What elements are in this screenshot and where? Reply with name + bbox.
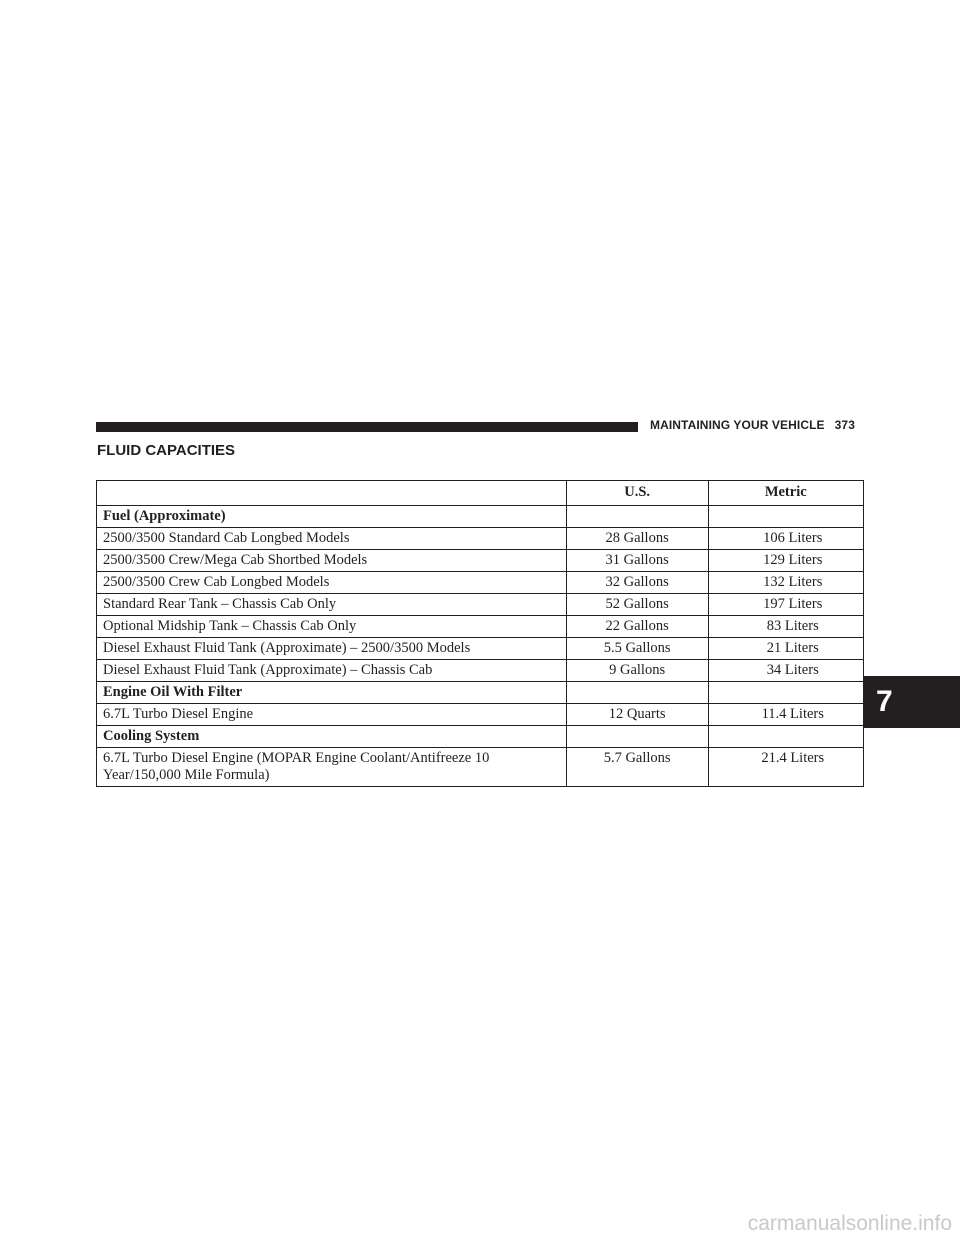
row-us-value: 22 Gallons <box>566 616 708 638</box>
row-label: 6.7L Turbo Diesel Engine <box>97 704 567 726</box>
column-header-us: U.S. <box>566 481 708 506</box>
table-row <box>97 682 864 704</box>
section-title: FLUID CAPACITIES <box>97 442 236 459</box>
table-row <box>97 704 864 726</box>
table-row <box>97 594 864 616</box>
row-label: Diesel Exhaust Fluid Tank (Approximate) – 2500/3500 Models <box>97 638 567 660</box>
row-label: Diesel Exhaust Fluid Tank (Approximate) – Chassis Cab <box>97 660 567 682</box>
table-row <box>97 572 864 594</box>
row-label: Engine Oil With Filter <box>97 682 567 704</box>
running-header <box>650 418 855 432</box>
row-label: Cooling System <box>97 726 567 748</box>
row-us-value: 32 Gallons <box>566 572 708 594</box>
page-number: 373 <box>834 418 855 432</box>
table-row <box>97 616 864 638</box>
table-row <box>97 660 864 682</box>
row-metric-value <box>708 726 864 748</box>
row-label: Optional Midship Tank – Chassis Cab Only <box>97 616 567 638</box>
row-metric-value: 129 Liters <box>708 550 864 572</box>
column-header-metric: Metric <box>708 481 864 506</box>
table-row <box>97 506 864 528</box>
row-metric-value <box>708 682 864 704</box>
table-row <box>97 528 864 550</box>
row-metric-value: 197 Liters <box>708 594 864 616</box>
row-us-value: 9 Gallons <box>566 660 708 682</box>
row-label: 6.7L Turbo Diesel Engine (MOPAR Engine Coolant/Antifreeze 10 Year/150,000 Mile Formula) <box>97 748 567 787</box>
row-us-value <box>566 682 708 704</box>
table-row <box>97 638 864 660</box>
row-us-value: 28 Gallons <box>566 528 708 550</box>
row-metric-value: 83 Liters <box>708 616 864 638</box>
row-us-value: 52 Gallons <box>566 594 708 616</box>
row-us-value <box>566 506 708 528</box>
row-label: Standard Rear Tank – Chassis Cab Only <box>97 594 567 616</box>
row-us-value: 12 Quarts <box>566 704 708 726</box>
table-row <box>97 726 864 748</box>
header-rule <box>96 422 638 432</box>
row-us-value: 31 Gallons <box>566 550 708 572</box>
table-row <box>97 748 864 787</box>
row-label: 2500/3500 Crew/Mega Cab Shortbed Models <box>97 550 567 572</box>
row-metric-value: 106 Liters <box>708 528 864 550</box>
row-us-value: 5.5 Gallons <box>566 638 708 660</box>
row-metric-value <box>708 506 864 528</box>
table-header-row <box>97 481 864 506</box>
row-metric-value: 34 Liters <box>708 660 864 682</box>
row-metric-value: 21.4 Liters <box>708 748 864 787</box>
row-metric-value: 132 Liters <box>708 572 864 594</box>
header-section-name: MAINTAINING YOUR VEHICLE <box>650 418 825 432</box>
chapter-tab <box>864 676 960 728</box>
row-us-value <box>566 726 708 748</box>
column-header-item <box>97 481 567 506</box>
row-label: 2500/3500 Standard Cab Longbed Models <box>97 528 567 550</box>
table-row <box>97 550 864 572</box>
row-label: 2500/3500 Crew Cab Longbed Models <box>97 572 567 594</box>
row-label: Fuel (Approximate) <box>97 506 567 528</box>
watermark: carmanualsonline.info <box>747 1212 952 1235</box>
row-us-value: 5.7 Gallons <box>566 748 708 787</box>
row-metric-value: 11.4 Liters <box>708 704 864 726</box>
chapter-number: 7 <box>876 685 893 718</box>
row-metric-value: 21 Liters <box>708 638 864 660</box>
fluid-capacities-table <box>96 480 864 787</box>
